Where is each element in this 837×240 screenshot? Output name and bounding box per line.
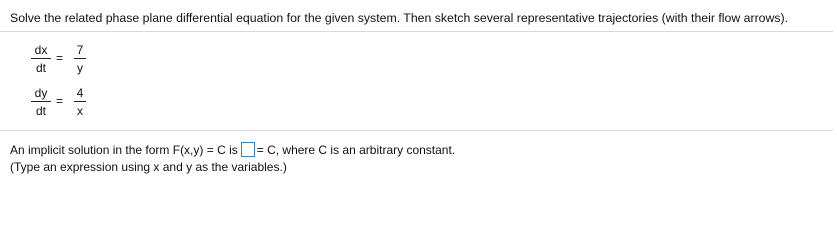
divider-top — [0, 31, 833, 32]
equals-sign: = — [56, 51, 64, 65]
fraction-bar — [31, 101, 51, 102]
denominator-dt: dt — [35, 61, 46, 75]
divider-bottom — [0, 130, 833, 131]
fraction-7-over-y — [74, 43, 86, 75]
answer-suffix: = C, where C is an arbitrary constant. — [256, 142, 456, 157]
question-prompt: Solve the related phase plane differential equation for the given system. Then sketch several representative trajectories (with their flow arrows). — [10, 11, 789, 25]
fraction-4-over-x — [74, 86, 86, 118]
numerator-dx: dx — [34, 43, 48, 57]
answer-hint: (Type an expression using x and y as the variables.) — [10, 160, 287, 174]
denominator-dt: dt — [35, 104, 46, 118]
numerator-4: 4 — [76, 86, 84, 100]
fraction-dx-dt — [31, 43, 51, 75]
numerator-dy: dy — [34, 86, 48, 100]
fraction-dy-dt — [31, 86, 51, 118]
answer-prefix: An implicit solution in the form F(x,y) = C is — [10, 142, 238, 157]
denominator-x: x — [77, 104, 83, 118]
fraction-bar — [31, 58, 51, 59]
denominator-y: y — [77, 61, 83, 75]
answer-line — [10, 142, 455, 157]
answer-input[interactable] — [241, 142, 255, 157]
equals-sign: = — [56, 94, 64, 108]
fraction-bar — [74, 101, 86, 102]
fraction-bar — [74, 58, 86, 59]
numerator-7: 7 — [76, 43, 84, 57]
